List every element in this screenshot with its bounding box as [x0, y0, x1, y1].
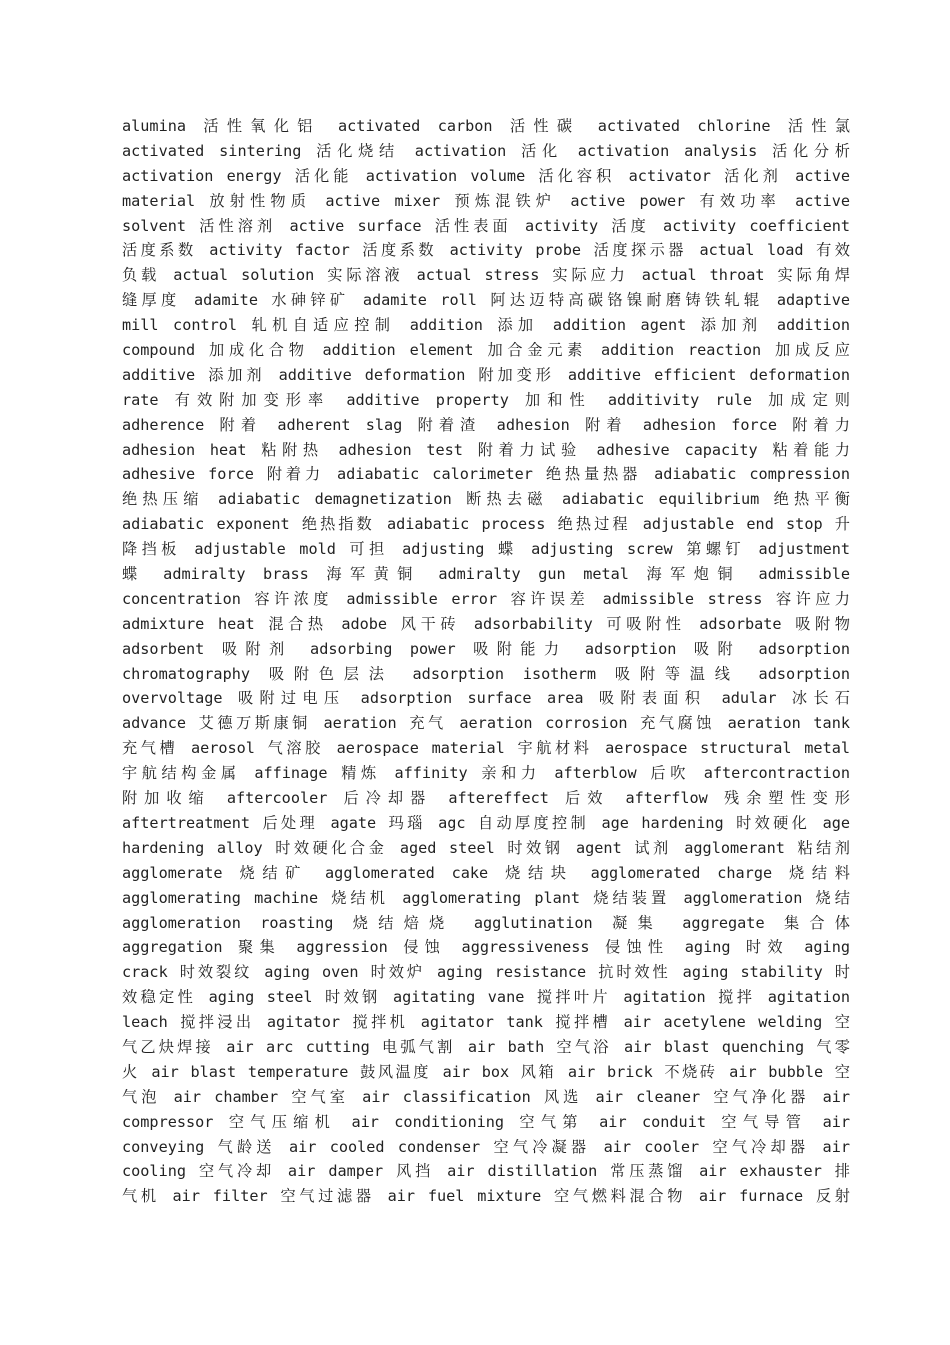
text-line: mill control 轧机自适应控制 addition 添加 addition agent 添加剂 addition	[122, 316, 850, 335]
text-line: 效稳定性 aging steel 时效钢 agitating vane 搅拌叶片 agitation 搅拌 agitation	[122, 988, 850, 1007]
text-line: hardening alloy 时效硬化合金 aged steel 时效钢 agent 试剂 agglomerant 粘结剂	[122, 838, 850, 857]
text-line: compound 加成化合物 addition element 加合金元素 addition reaction 加成反应	[122, 341, 850, 360]
text-line: 负载 actual solution 实际溶液 actual stress 实际应力 actual throat 实际角焊	[122, 266, 850, 285]
text-line: 缝厚度 adamite 水砷锌矿 adamite roll 阿达迈特高碳铬镍耐磨铸铁轧辊 adaptive	[122, 291, 850, 310]
text-line: compressor 空气压缩机 air conditioning 空气第 air conduit 空气导管 air	[122, 1112, 850, 1131]
text-line: adiabatic exponent 绝热指数 adiabatic process 绝热过程 adjustable end stop 升	[122, 515, 850, 534]
text-line: cooling 空气冷却 air damper 风挡 air distillation 常压蒸馏 air exhauster 排	[122, 1162, 850, 1181]
text-line: additive 添加剂 additive deformation 附加变形 additive efficient deformation	[122, 365, 850, 384]
text-line: 火 air blast temperature 鼓风温度 air box 风箱 air brick 不烧砖 air bubble 空	[122, 1062, 850, 1081]
text-line: agglomerating machine 烧结机 agglomerating plant 烧结装置 agglomeration 烧结	[122, 888, 850, 907]
text-line: agglomerate 烧结矿 agglomerated cake 烧结块 agglomerated charge 烧结料	[122, 863, 850, 882]
text-line: chromatography 吸附色层法 adsorption isotherm 吸附等温线 adsorption	[122, 664, 850, 683]
text-line: material 放射性物质 active mixer 预炼混铁炉 active power 有效功率 active	[122, 191, 850, 210]
text-line: 绝热压缩 adiabatic demagnetization 断热去磁 adiabatic equilibrium 绝热平衡	[122, 490, 850, 509]
text-line	[122, 1209, 850, 1234]
text-line: agglomeration roasting 烧结焙烧 agglutination 凝集 aggregate 集合体	[122, 913, 850, 932]
text-line: leach 搅拌浸出 agitator 搅拌机 agitator tank 搅拌槽 air acetylene welding 空	[122, 1013, 850, 1032]
text-line: adsorbent 吸附剂 adsorbing power 吸附能力 adsorption 吸附 adsorption	[122, 639, 850, 658]
text-line: adhesive force 附着力 adiabatic calorimeter 绝热量热器 adiabatic compression	[122, 465, 850, 484]
text-line: conveying 气龄送 air cooled condenser 空气冷凝器 air cooler 空气冷却器 air	[122, 1137, 850, 1156]
text-line: advance 艾德万斯康铜 aeration 充气 aeration corrosion 充气腐蚀 aeration tank	[122, 714, 850, 733]
text-line: 附加收缩 aftercooler 后冷却器 aftereffect 后效 afterflow 残余塑性变形	[122, 789, 850, 808]
glossary-text	[122, 114, 850, 1234]
text-line: 充气槽 aerosol 气溶胶 aerospace material 宇航材料 aerospace structural metal	[122, 739, 850, 758]
text-line: 蝶 admiralty brass 海军黄铜 admiralty gun metal 海军炮铜 admissible	[122, 565, 850, 584]
text-line: 气机 air filter 空气过滤器 air fuel mixture 空气燃料混合物 air furnace 反射	[122, 1187, 850, 1206]
text-line: aftertreatment 后处理 agate 玛瑙 agc 自动厚度控制 age hardening 时效硬化 age	[122, 813, 850, 832]
text-line: solvent 活性溶剂 active surface 活性表面 activity 活度 activity coefficient	[122, 216, 850, 235]
text-line: alumina 活性氧化铝 activated carbon 活性碳 activated chlorine 活性氯	[122, 117, 850, 135]
text-line: adherence 附着 adherent slag 附着渣 adhesion 附着 adhesion force 附着力	[122, 415, 850, 434]
text-line: 活度系数 activity factor 活度系数 activity probe 活度探示器 actual load 有效	[122, 241, 850, 260]
text-line: 气乙炔焊接 air arc cutting 电弧气割 air bath 空气浴 air blast quenching 气零	[122, 1037, 850, 1056]
text-line: activated sintering 活化烧结 activation 活化 activation analysis 活化分析	[122, 141, 850, 160]
text-line: 宇航结构金属 affinage 精炼 affinity 亲和力 afterblow 后吹 aftercontraction	[122, 764, 850, 783]
text-line: crack 时效裂纹 aging oven 时效炉 aging resistance 抗时效性 aging stability 时	[122, 963, 850, 982]
text-line: aggregation 聚集 aggression 侵蚀 aggressiveness 侵蚀性 aging 时效 aging	[122, 938, 850, 957]
text-line: 气泡 air chamber 空气室 air classification 风选 air cleaner 空气净化器 air	[122, 1087, 850, 1106]
text-line: activation energy 活化能 activation volume 活化容积 activator 活化剂 active	[122, 166, 850, 185]
text-line: admixture heat 混合热 adobe 风干砖 adsorbability 可吸附性 adsorbate 吸附物	[122, 614, 850, 633]
text-line: adhesion heat 粘附热 adhesion test 附着力试验 adhesive capacity 粘着能力	[122, 440, 850, 459]
text-line: rate 有效附加变形率 additive property 加和性 additivity rule 加成定则	[122, 390, 850, 409]
text-line: overvoltage 吸附过电压 adsorption surface area 吸附表面积 adular 冰长石	[122, 689, 850, 708]
text-line: 降挡板 adjustable mold 可担 adjusting 蝶 adjusting screw 第螺钉 adjustment	[122, 540, 850, 559]
text-line: concentration 容许浓度 admissible error 容许误差 admissible stress 容许应力	[122, 589, 850, 608]
